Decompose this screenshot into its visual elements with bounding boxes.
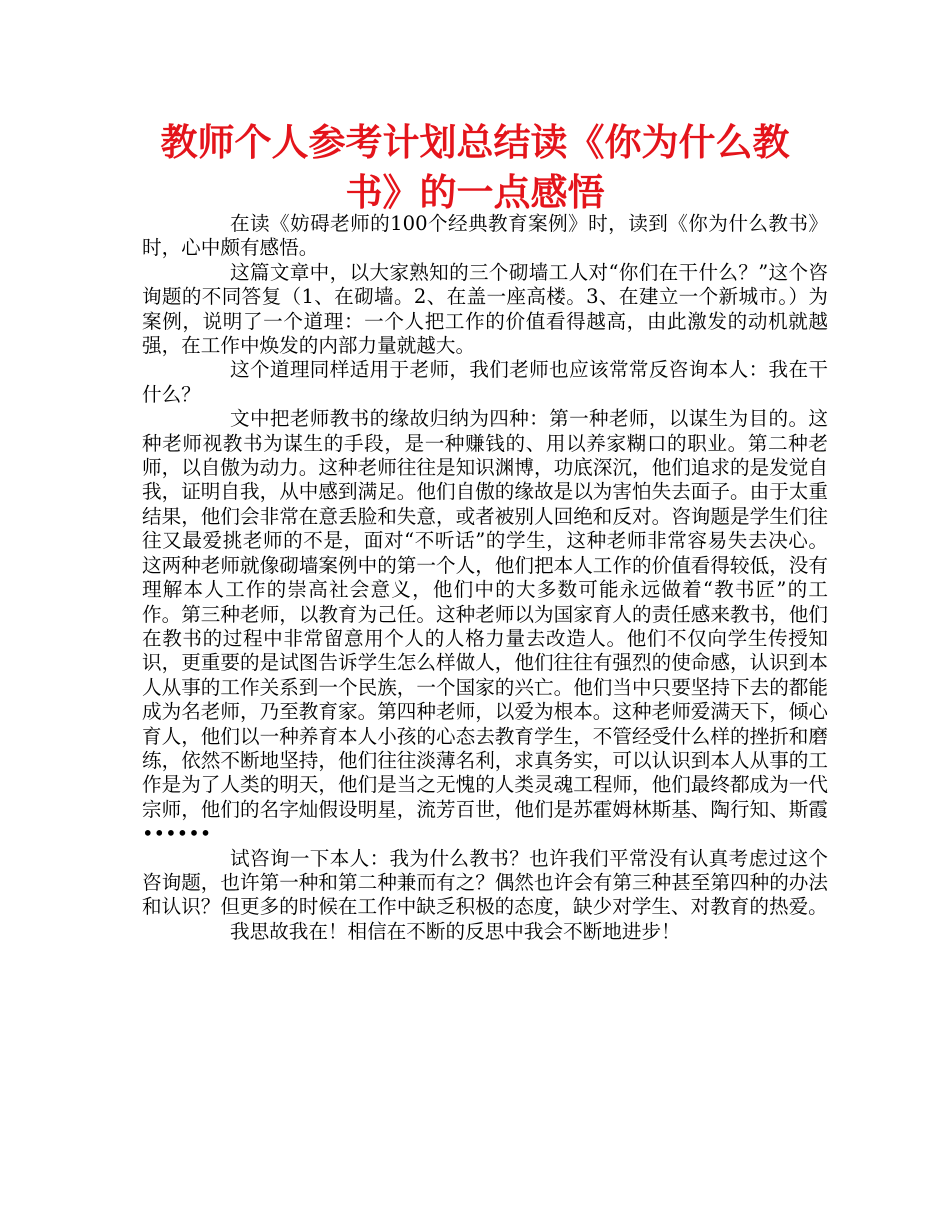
paragraph-bricklayer-case: 这篇文章中，以大家熟知的三个砌墙工人对“你们在干什么？”这个咨询题的不同答复（1、在砌墙。2、在盖一座高楼。3、在建立一个新城市。）为案例，说明了一个道理：一个人把工作的价值看得越高，由此激发的动机就越强，在工作中焕发的内部力量就越大。 [142,260,828,358]
document-body [142,212,828,944]
paragraph-conclusion: 我思故我在！相信在不断的反思中我会不断地进步！ [230,919,681,943]
paragraph-four-types: 文中把老师教书的缘故归纳为四种：第一种老师，以谋生为目的。这种老师视教书为谋生的手段，是一种赚钱的、用以养家糊口的职业。第二种老师，以自傲为动力。这种老师往往是知识渊博，功底深沉，他们追求的是发觉自我，证明自我，从中感到满足。他们自傲的缘故是以为害怕失去面子。由于太重结果，他们会非常在意丢脸和失意，或者被别人回绝和反对。咨询题是学生们往往又最爱挑老师的不是，面对“不听话”的学生，这种老师非常容易失去决心。这两种老师就像砌墙案例中的第一个人，他们把本人工作的价值看得较低，没有理解本人工作的崇高社会意义，他们中的大多数可能永远做着“教书匠”的工作。第三种老师，以教育为己任。这种老师以为国家育人的责任感来教书，他们在教书的过程中非常留意用个人的人格力量去改造人。他们不仅向学生传授知识，更重要的是试图告诉学生怎么样做人，他们往往有强烈的使命感，认识到本人从事的工作关系到一个民族，一个国家的兴亡。他们当中只要坚持下去的都能成为名老师，乃至教育家。第四种老师，以爱为根本。这种老师爱满天下，倾心育人，他们以一种养育本人小孩的心态去教育学生，不管经受什么样的挫折和磨练，依然不断地坚持，他们往往淡薄名利，求真务实，可以认识到本人从事的工作是为了人类的明天，他们是当之无愧的人类灵魂工程师，他们最终都成为一代宗师，他们的名字灿假设明星，流芳百世，他们是苏霍姆林斯基、陶行知、斯霞•••••• [142,407,828,846]
document-title: 教师个人参考计划总结读《你为什么教书》的一点感悟 [160,121,790,214]
paragraph-teacher-question: 这个道理同样适用于老师，我们老师也应该常常反咨询本人：我在干什么？ [142,358,828,406]
paragraph-self-reflection: 试咨询一下本人：我为什么教书？也许我们平常没有认真考虑过这个咨询题，也许第一种和第二种兼而有之？偶然也许会有第三种甚至第四种的办法和认识？但更多的时候在工作中缺乏积极的态度，缺少对学生、对教育的热爱。 [142,846,828,919]
paragraph-intro: 在读《妨碍老师的100个经典教育案例》时，读到《你为什么教书》时，心中颇有感悟。 [142,212,828,260]
